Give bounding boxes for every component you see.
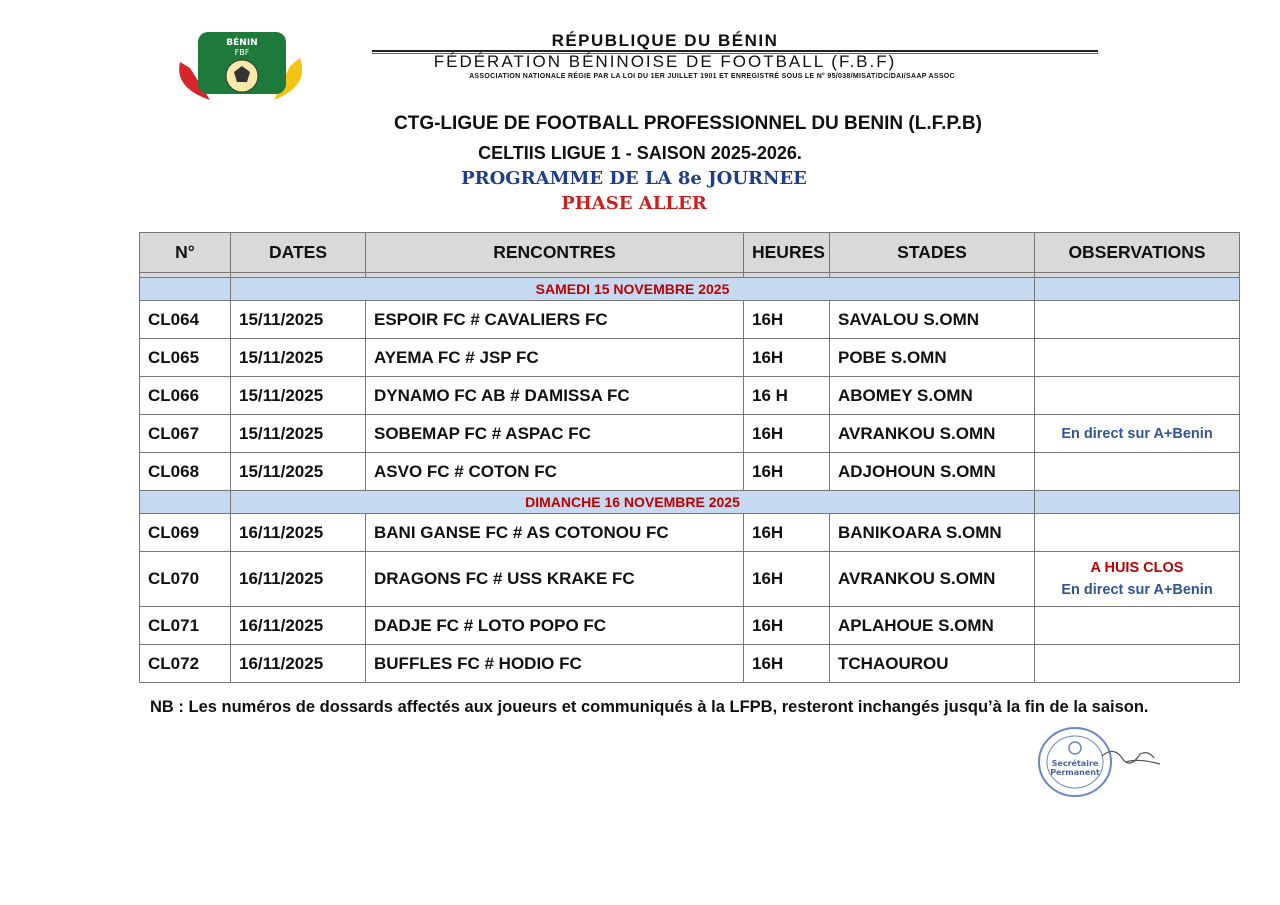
header-observations: OBSERVATIONS xyxy=(1035,233,1240,273)
match-time: 16H xyxy=(744,645,830,683)
table-row xyxy=(140,415,1240,453)
day-row xyxy=(140,278,1240,301)
match-number: CL070 xyxy=(140,552,231,607)
match-stadium: SAVALOU S.OMN xyxy=(830,301,1035,339)
match-date: 16/11/2025 xyxy=(231,552,366,607)
header-stadiums: STADES xyxy=(830,233,1035,273)
match-stadium: TCHAOUROU xyxy=(830,645,1035,683)
header-dates: DATES xyxy=(231,233,366,273)
header-time: HEURES xyxy=(744,233,830,273)
match-teams: DADJE FC # LOTO POPO FC xyxy=(366,607,744,645)
match-date: 16/11/2025 xyxy=(231,645,366,683)
match-time: 16H xyxy=(744,301,830,339)
day-empty-cell xyxy=(1035,491,1240,514)
match-number: CL071 xyxy=(140,607,231,645)
match-stadium: POBE S.OMN xyxy=(830,339,1035,377)
match-time: 16 H xyxy=(744,377,830,415)
table-row xyxy=(140,339,1240,377)
match-time: 16H xyxy=(744,453,830,491)
season-title: CELTIIS LIGUE 1 - SAISON 2025-2026. xyxy=(478,143,802,163)
match-teams: DYNAMO FC AB # DAMISSA FC xyxy=(366,377,744,415)
match-observations xyxy=(1035,415,1240,453)
match-date: 15/11/2025 xyxy=(231,301,366,339)
match-observations xyxy=(1035,645,1240,683)
match-number: CL064 xyxy=(140,301,231,339)
match-stadium: BANIKOARA S.OMN xyxy=(830,514,1035,552)
logo-text-bottom: FBF xyxy=(234,48,250,57)
logo-text-top: BÉNIN xyxy=(226,38,258,48)
match-teams: ASVO FC # COTON FC xyxy=(366,453,744,491)
observation-note: En direct sur A+Benin xyxy=(1061,425,1213,442)
match-teams: DRAGONS FC # USS KRAKE FC xyxy=(366,552,744,607)
match-observations xyxy=(1035,377,1240,415)
match-stadium: AVRANKOU S.OMN xyxy=(830,415,1035,453)
header-num: N° xyxy=(140,233,231,273)
observation-note: A HUIS CLOS xyxy=(1090,560,1184,576)
match-observations xyxy=(1035,301,1240,339)
day-row xyxy=(140,491,1240,514)
match-date: 15/11/2025 xyxy=(231,339,366,377)
match-time: 16H xyxy=(744,552,830,607)
match-number: CL065 xyxy=(140,339,231,377)
match-observations xyxy=(1035,607,1240,645)
match-number: CL068 xyxy=(140,453,231,491)
phase-title: PHASE ALLER xyxy=(561,193,707,214)
match-time: 16H xyxy=(744,607,830,645)
table-row xyxy=(140,301,1240,339)
match-number: CL069 xyxy=(140,514,231,552)
stamp-line-1: Secrétaire xyxy=(1051,759,1099,768)
program-title: PROGRAMME DE LA 8e JOURNEE xyxy=(461,168,807,189)
republic-title: RÉPUBLIQUE DU BÉNIN xyxy=(551,31,779,50)
match-observations xyxy=(1035,339,1240,377)
match-stadium: ABOMEY S.OMN xyxy=(830,377,1035,415)
match-stadium: ADJOHOUN S.OMN xyxy=(830,453,1035,491)
official-stamp xyxy=(1030,722,1180,802)
fbf-logo xyxy=(170,28,310,102)
match-date: 16/11/2025 xyxy=(231,607,366,645)
day-empty-cell xyxy=(140,278,231,301)
day-empty-cell xyxy=(140,491,231,514)
association-line: ASSOCIATION NATIONALE RÉGIE PAR LA LOI DU 1ER JUILLET 1901 ET ENREGISTRÉ SOUS LE N° 95/038/MISAT/DC/DAI/SAAP ASSOC xyxy=(469,73,955,80)
table-row xyxy=(140,607,1240,645)
day-label: DIMANCHE 16 NOVEMBRE 2025 xyxy=(231,491,1035,514)
header-matches: RENCONTRES xyxy=(366,233,744,273)
match-number: CL067 xyxy=(140,415,231,453)
table-row xyxy=(140,552,1240,607)
match-date: 15/11/2025 xyxy=(231,415,366,453)
match-stadium: AVRANKOU S.OMN xyxy=(830,552,1035,607)
match-number: CL066 xyxy=(140,377,231,415)
schedule-table xyxy=(139,232,1240,683)
stamp-line-2: Permanent xyxy=(1050,768,1100,777)
federation-title: FÉDÉRATION BÉNINOISE DE FOOTBALL (F.B.F) xyxy=(433,52,897,71)
match-time: 16H xyxy=(744,339,830,377)
match-date: 15/11/2025 xyxy=(231,453,366,491)
match-number: CL072 xyxy=(140,645,231,683)
observation-note: En direct sur A+Benin xyxy=(1061,582,1213,598)
day-empty-cell xyxy=(1035,278,1240,301)
match-observations xyxy=(1035,552,1240,607)
table-header-row xyxy=(140,233,1240,273)
match-stadium: APLAHOUE S.OMN xyxy=(830,607,1035,645)
match-time: 16H xyxy=(744,514,830,552)
footnote: NB : Les numéros de dossards affectés aux joueurs et communiqués à la LFPB, resteront inchangés jusqu’à la fin de la saison. xyxy=(150,698,1149,716)
table-row xyxy=(140,377,1240,415)
match-teams: AYEMA FC # JSP FC xyxy=(366,339,744,377)
match-teams: BANI GANSE FC # AS COTONOU FC xyxy=(366,514,744,552)
match-time: 16H xyxy=(744,415,830,453)
match-teams: BUFFLES FC # HODIO FC xyxy=(366,645,744,683)
table-row xyxy=(140,453,1240,491)
day-label: SAMEDI 15 NOVEMBRE 2025 xyxy=(231,278,1035,301)
match-observations xyxy=(1035,453,1240,491)
match-teams: SOBEMAP FC # ASPAC FC xyxy=(366,415,744,453)
league-title: CTG-LIGUE DE FOOTBALL PROFESSIONNEL DU BENIN (L.F.P.B) xyxy=(394,113,982,134)
match-date: 15/11/2025 xyxy=(231,377,366,415)
match-teams: ESPOIR FC # CAVALIERS FC xyxy=(366,301,744,339)
table-row xyxy=(140,514,1240,552)
table-row xyxy=(140,645,1240,683)
match-date: 16/11/2025 xyxy=(231,514,366,552)
match-observations xyxy=(1035,514,1240,552)
